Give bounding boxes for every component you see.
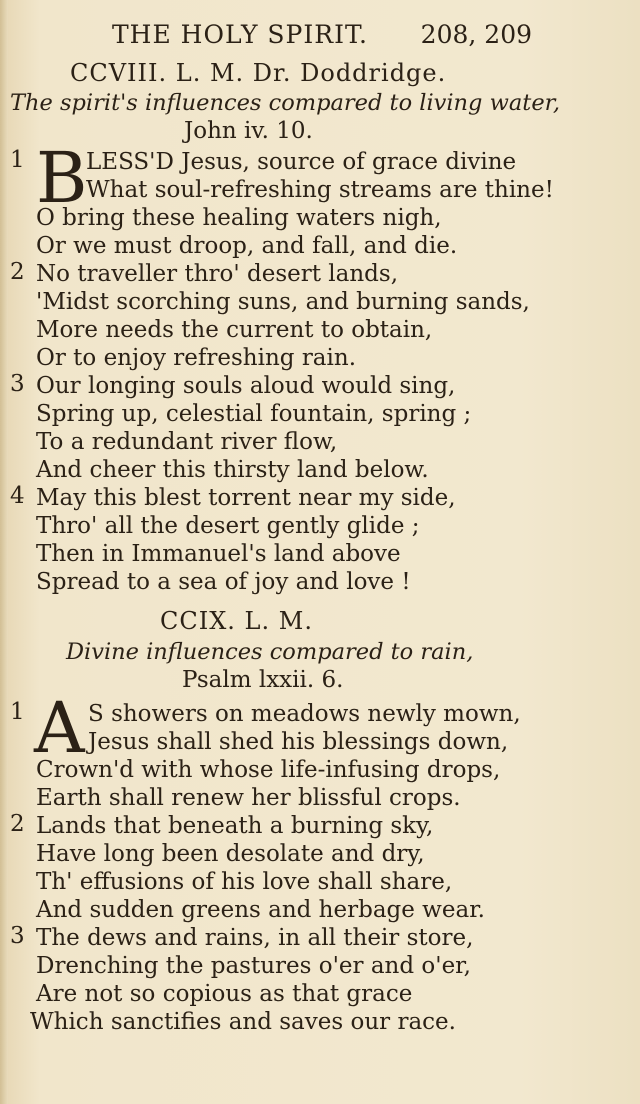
hymn-line: Earth shall renew her blissful crops. bbox=[36, 785, 461, 811]
hymn-line: May this blest torrent near my side, bbox=[36, 485, 456, 511]
verse-number: 3 bbox=[10, 923, 25, 949]
hymn-line: And sudden greens and herbage wear. bbox=[36, 897, 485, 923]
hymn-line: O bring these healing waters nigh, bbox=[36, 205, 442, 231]
hymn-line: Lands that beneath a burning sky, bbox=[36, 813, 434, 839]
hymn-line: Thro' all the desert gently glide ; bbox=[36, 513, 420, 539]
page-gutter bbox=[0, 0, 8, 1104]
hymn-line: What soul-refreshing streams are thine! bbox=[86, 177, 554, 203]
verse-number: 4 bbox=[10, 483, 25, 509]
running-head bbox=[112, 20, 532, 54]
hymn-line: No traveller thro' desert lands, bbox=[36, 261, 399, 287]
hymn-209-title: CCIX. L. M. bbox=[160, 607, 313, 635]
hymn-line: Jesus shall shed his blessings down, bbox=[88, 729, 509, 755]
hymn-line: Have long been desolate and dry, bbox=[36, 841, 425, 867]
hymn-line: Th' effusions of his love shall share, bbox=[36, 869, 453, 895]
verse-number: 2 bbox=[10, 259, 25, 285]
hymn-line: Our longing souls aloud would sing, bbox=[36, 373, 456, 399]
running-head-title: THE HOLY SPIRIT. bbox=[112, 20, 368, 49]
hymn-209-reference: Psalm lxxii. 6. bbox=[182, 667, 344, 693]
page-numbers: 208, 209 bbox=[420, 20, 532, 49]
verse-number: 1 bbox=[10, 147, 25, 173]
hymn-209-dropcap: A bbox=[34, 687, 85, 769]
hymn-208-dropcap: B bbox=[36, 137, 88, 219]
hymn-line: 'Midst scorching suns, and burning sands, bbox=[36, 289, 530, 315]
hymn-line: To a redundant river flow, bbox=[36, 429, 338, 455]
hymn-line: Or we must droop, and fall, and die. bbox=[36, 233, 458, 259]
hymn-line: LESS'D Jesus, source of grace divine bbox=[86, 149, 517, 175]
hymn-line: More needs the current to obtain, bbox=[36, 317, 433, 343]
verse-number: 2 bbox=[10, 811, 25, 837]
hymn-line: The dews and rains, in all their store, bbox=[36, 925, 474, 951]
hymn-208-title: CCVIII. L. M. Dr. Doddridge. bbox=[70, 59, 447, 87]
hymn-line: Spring up, celestial fountain, spring ; bbox=[36, 401, 472, 427]
hymn-line: Which sanctifies and saves our race. bbox=[30, 1009, 456, 1035]
hymn-line: Drenching the pastures o'er and o'er, bbox=[36, 953, 471, 979]
hymn-line: Crown'd with whose life-infusing drops, bbox=[36, 757, 501, 783]
hymn-209-subtitle: Divine influences compared to rain, bbox=[66, 639, 474, 665]
verse-number: 3 bbox=[10, 371, 25, 397]
hymn-line: S showers on meadows newly mown, bbox=[88, 701, 521, 727]
hymn-line: Then in Immanuel's land above bbox=[36, 541, 401, 567]
hymn-line: And cheer this thirsty land below. bbox=[36, 457, 429, 483]
hymn-line: Spread to a sea of joy and love ! bbox=[36, 569, 411, 595]
hymn-208-reference: John iv. 10. bbox=[184, 118, 313, 144]
hymn-line: Are not so copious as that grace bbox=[36, 981, 413, 1007]
verse-number: 1 bbox=[10, 699, 25, 725]
hymn-line: Or to enjoy refreshing rain. bbox=[36, 345, 357, 371]
hymn-208-subtitle: The spirit's influences compared to living water, bbox=[10, 90, 561, 116]
